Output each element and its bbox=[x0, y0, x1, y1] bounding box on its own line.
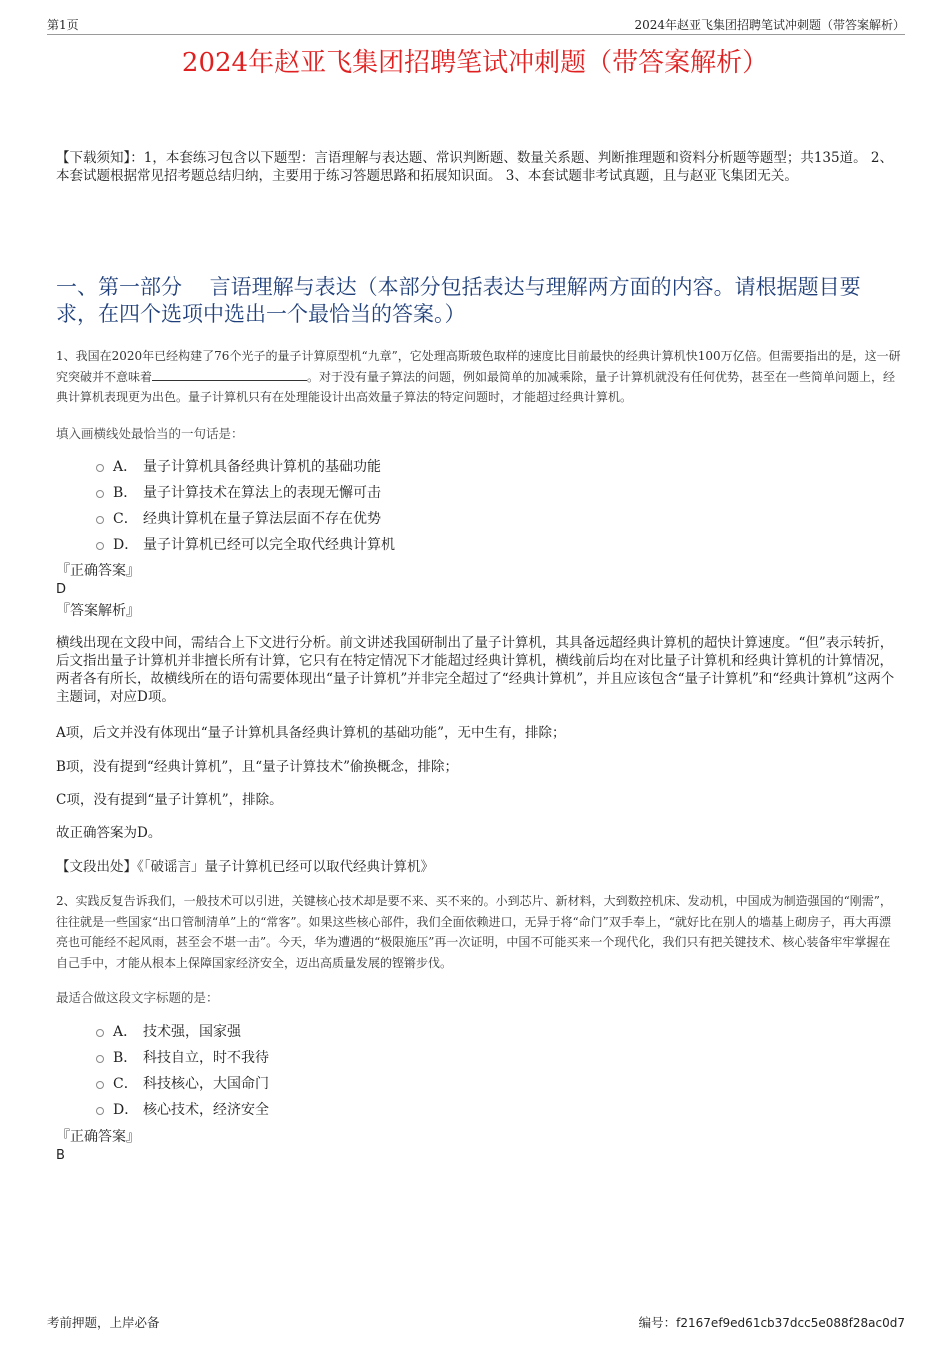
option-text: 技术强，国家强 bbox=[143, 1024, 241, 1040]
analysis-paragraph-3: B项，没有提到“经典计算机”，且“量子计算技术”偷换概念，排除； bbox=[56, 759, 459, 775]
question-1-answer-block bbox=[56, 561, 902, 621]
radio-icon[interactable] bbox=[96, 1081, 104, 1089]
answer-value: D bbox=[56, 582, 67, 597]
analysis-paragraph-1: 横线出现在文段中间，需结合上下文进行分析。前文讲述我国研制出了量子计算机，其具备远超经典计算机的超快计算速度。“但”表示转折，后文指出量子计算机并非擅长所有计算，它只有在特定情况下才能超过经典计算机，横线前后均在对比量子计算机和经典计算机的计算情况，两者各有所长，故横线所在的语句需要体现出“量子计算机”并非完全超过了“经典计算机”，并且应该包含“量子计算机”和“经典计算机”这两个主题词，对应D项。 bbox=[56, 635, 895, 705]
question-1-prompt: 填入画横线处最恰当的一句话是： bbox=[56, 426, 244, 441]
page-title: 2024年赵亚飞集团招聘笔试冲刺题（带答案解析） bbox=[181, 48, 769, 78]
question-2-answer-block bbox=[56, 1127, 902, 1165]
option-letter: B． bbox=[113, 485, 138, 501]
option-text: 经典计算机在量子算法层面不存在优势 bbox=[143, 511, 381, 527]
analysis-paragraph-4: C项，没有提到“量子计算机”，排除。 bbox=[56, 792, 283, 808]
radio-icon[interactable] bbox=[96, 1029, 104, 1037]
page-header bbox=[47, 14, 905, 35]
option-letter: C． bbox=[113, 1076, 138, 1092]
option-letter: B． bbox=[113, 1050, 138, 1066]
option-letter: A． bbox=[113, 1024, 138, 1040]
footer-code-value: f2167ef9ed61cb37dcc5e088f28ac0d7 bbox=[676, 1316, 905, 1330]
question-2-option-c[interactable] bbox=[96, 1070, 269, 1096]
option-letter: A． bbox=[113, 459, 138, 475]
radio-icon[interactable] bbox=[96, 516, 104, 524]
analysis-label: 『答案解析』 bbox=[56, 603, 140, 619]
analysis-paragraph-5: 故正确答案为D。 bbox=[56, 825, 162, 841]
option-letter: D． bbox=[113, 1102, 139, 1118]
option-letter: D． bbox=[113, 537, 139, 553]
question-2-option-b[interactable] bbox=[96, 1044, 269, 1070]
option-text: 科技核心，大国命门 bbox=[143, 1076, 269, 1092]
footer-code bbox=[639, 1313, 905, 1331]
option-text: 科技自立，时不我待 bbox=[143, 1050, 269, 1066]
question-2-option-a[interactable] bbox=[96, 1018, 269, 1044]
option-text: 量子计算机具备经典计算机的基础功能 bbox=[143, 459, 381, 475]
download-notice: 【下载须知】：1，本套练习包含以下题型：言语理解与表达题、常识判断题、数量关系题、判断推理题和资料分析题等题型；共135道。 2、本套试题根据常见招考题总结归纳，主要用于练习答题思路和拓展知识面。 3、本套试题非考试真题，且与赵亚飞集团无关。 bbox=[56, 150, 893, 184]
question-1-option-c[interactable] bbox=[96, 505, 395, 531]
answer-label: 『正确答案』 bbox=[56, 563, 140, 579]
radio-icon[interactable] bbox=[96, 542, 104, 550]
option-letter: C． bbox=[113, 511, 138, 527]
page-number: 第1页 bbox=[47, 18, 79, 32]
question-1-text-before: 1、我国在2020年已经构建了76个光子的量子计算原型机“九章”，它处理高斯玻色取样的速度比目前最快的经典计算机快100万亿倍。但需要指出的是，这一研究突破并不意味着 bbox=[56, 349, 901, 384]
radio-icon[interactable] bbox=[96, 464, 104, 472]
question-1-source: 【文段出处】《「破谣言」量子计算机已经可以取代经典计算机》 bbox=[56, 859, 434, 875]
question-1-option-a[interactable] bbox=[96, 453, 395, 479]
question-2-text: 2、实践反复告诉我们，一般技术可以引进，关键核心技术却是要不来、买不来的。小到芯片、新材料，大到数控机床、发动机，中国成为制造强国的“刚需”，往往就是一些国家“出口管制清单”上的“常客”。如果这些核心部件，我们全面依赖进口，无异于将“命门”双手奉上，“就好比在别人的墙基上砌房子，再大再漂亮也可能经不起风雨，甚至会不堪一击”。今天，华为遭遇的“极限施压”再一次证明，中国不可能买来一个现代化，我们只有把关键技术、核心装备牢牢掌握在自己手中，才能从根本上保障国家经济安全，迈出高质量发展的铿锵步伐。 bbox=[56, 894, 892, 970]
answer-value: B bbox=[56, 1148, 65, 1163]
question-1-option-b[interactable] bbox=[96, 479, 395, 505]
option-text: 核心技术，经济安全 bbox=[143, 1102, 269, 1118]
question-1-text bbox=[56, 346, 902, 408]
option-text: 量子计算技术在算法上的表现无懈可击 bbox=[143, 485, 381, 501]
radio-icon[interactable] bbox=[96, 490, 104, 498]
question-1-options bbox=[96, 453, 395, 557]
option-text: 量子计算机已经可以完全取代经典计算机 bbox=[143, 537, 395, 553]
question-2-prompt: 最适合做这段文字标题的是： bbox=[56, 990, 219, 1005]
section-heading: 一、第一部分 言语理解与表达（本部分包括表达与理解两方面的内容。请根据题目要求，在四个选项中选出一个最恰当的答案。） bbox=[56, 275, 861, 326]
fill-in-blank bbox=[152, 368, 307, 381]
header-doc-title: 2024年赵亚飞集团招聘笔试冲刺题（带答案解析） bbox=[634, 18, 905, 32]
radio-icon[interactable] bbox=[96, 1055, 104, 1063]
question-1-option-d[interactable] bbox=[96, 531, 395, 557]
answer-label: 『正确答案』 bbox=[56, 1129, 140, 1145]
question-1-text-after: 。对于没有量子算法的问题，例如最简单的加减乘除，量子计算机就没有任何优势，甚至在一些简单问题上，经典计算机表现更为出色。量子计算机只有在处理能设计出高效量子算法的特定问题时，才能超过经典计算机。 bbox=[56, 369, 896, 404]
radio-icon[interactable] bbox=[96, 1107, 104, 1115]
footer-code-label: 编号： bbox=[638, 1315, 677, 1330]
question-2-option-d[interactable] bbox=[96, 1096, 269, 1122]
analysis-paragraph-2: A项，后文并没有体现出“量子计算机具备经典计算机的基础功能”，无中生有，排除； bbox=[56, 725, 566, 741]
question-2-options bbox=[96, 1018, 269, 1122]
footer-slogan: 考前押题，上岸必备 bbox=[47, 1315, 160, 1330]
